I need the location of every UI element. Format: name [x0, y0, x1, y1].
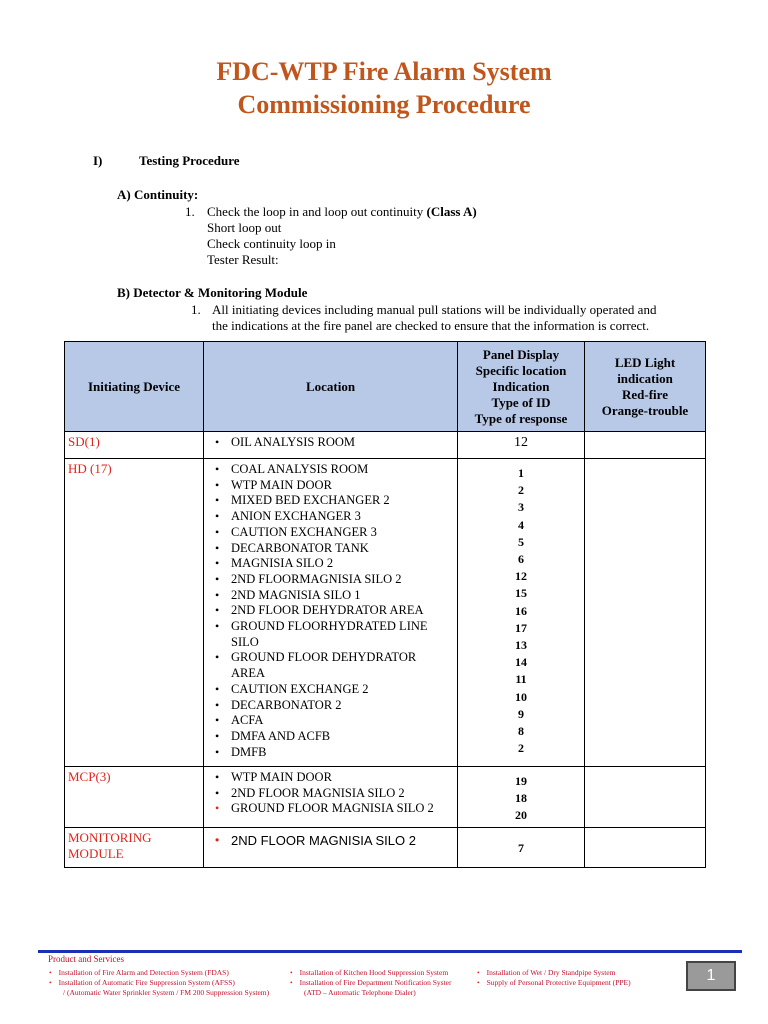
device-table: [64, 341, 706, 868]
panel-id: 12: [515, 569, 527, 584]
initiating-device-cell: MCP(3): [65, 767, 204, 828]
location-item: [213, 478, 452, 494]
continuity-line2: Short loop out: [207, 220, 282, 235]
panel-id: 11: [515, 672, 527, 687]
location-text: ACFA: [231, 713, 264, 728]
location-item: [213, 572, 452, 588]
location-text: 2ND MAGNISIA SILO 1: [231, 587, 361, 602]
bullet-icon: •: [215, 770, 220, 784]
location-list: [205, 829, 456, 851]
continuity-class-a: (Class A): [426, 204, 477, 219]
bullet-icon: •: [215, 801, 220, 816]
location-item: [213, 603, 452, 619]
bullet-icon: •: [215, 650, 220, 665]
document-title-line1: FDC-WTP Fire Alarm System: [216, 57, 552, 86]
location-text: COAL ANALYSIS ROOM: [231, 462, 369, 476]
location-text: DMFB: [231, 744, 267, 759]
location-item: [213, 745, 452, 761]
location-item: [213, 713, 452, 729]
location-text: GROUND FLOOR MAGNISIA SILO 2: [231, 801, 434, 816]
bullet-icon: •: [215, 493, 220, 508]
table-body: [65, 432, 706, 868]
location-text: CAUTION EXCHANGER 3: [231, 524, 377, 539]
panel-id: 13: [515, 638, 527, 653]
led-indication-cell: [585, 432, 706, 459]
footer-item: • Supply of Personal Protective Equipment (PPE): [477, 978, 631, 987]
header-panel-line: Specific location: [475, 362, 567, 378]
bullet-icon: •: [215, 713, 220, 728]
panel-id: 14: [515, 655, 527, 670]
location-item: [213, 525, 452, 541]
bullet-icon: •: [215, 571, 220, 586]
location-item: [213, 650, 452, 681]
footer-item-text: Installation of Wet / Dry Standpipe System: [486, 968, 616, 977]
bullet-icon: •: [215, 477, 220, 492]
panel-id: 6: [518, 552, 524, 567]
location-list: [205, 460, 456, 762]
bullet-icon: •: [215, 524, 220, 539]
header-led-line: Red-fire: [622, 386, 668, 402]
bullet-icon: •: [215, 556, 220, 571]
panel-id: 4: [518, 517, 524, 532]
footer-column-2: [290, 968, 451, 998]
panel-id: 1: [518, 466, 524, 480]
footer-column-3: [477, 968, 631, 988]
location-text: ANION EXCHANGER 3: [231, 509, 361, 524]
continuity-item-number: 1.: [185, 204, 195, 219]
header-led-line: Orange-trouble: [601, 402, 689, 418]
bullet-icon: •: [215, 587, 220, 602]
location-item: [213, 493, 452, 509]
bullet-icon: •: [215, 744, 220, 759]
bullet-icon: •: [215, 462, 220, 476]
location-text: GROUND FLOORHYDRATED LINE SILO: [231, 619, 428, 649]
location-text: MAGNISIA SILO 2: [231, 556, 334, 571]
section-number: I): [93, 153, 103, 168]
location-text: OIL ANALYSIS ROOM: [231, 435, 355, 449]
location-cell: [204, 459, 458, 767]
location-item: [213, 556, 452, 572]
location-cell: [204, 767, 458, 828]
panel-id: 2: [518, 741, 524, 756]
location-text: DECARBONATOR TANK: [231, 540, 369, 555]
header-location: Location: [204, 342, 458, 432]
led-indication-cell: [585, 459, 706, 767]
location-item: [213, 698, 452, 714]
header-initiating-device: Initiating Device: [65, 342, 204, 432]
header-led-indication: [585, 342, 706, 432]
header-panel-line: Indication: [492, 378, 550, 394]
location-item: [213, 462, 452, 478]
footer-column-1: [49, 968, 269, 998]
bullet-icon: •: [215, 785, 220, 800]
panel-id: 10: [515, 689, 527, 704]
location-item: [213, 619, 452, 650]
detector-item-number: 1.: [191, 302, 201, 317]
panel-id: 7: [518, 841, 524, 855]
panel-id: 19: [515, 774, 527, 788]
panel-id: 20: [515, 808, 527, 823]
header-led-line: LED Light: [614, 354, 676, 370]
location-item: [213, 786, 452, 802]
footer-item-text: Installation of Automatic Fire Suppression System (AFSS): [58, 978, 235, 987]
footer-item: • Installation of Fire Department Notification Syster: [290, 978, 452, 987]
panel-id-cell: [458, 459, 585, 767]
table-row: [65, 828, 706, 868]
panel-id: 18: [515, 791, 527, 806]
document-title-line2: Commissioning Procedure: [237, 90, 531, 119]
continuity-line3: Check continuity loop in: [207, 236, 336, 251]
location-item: [213, 833, 452, 849]
location-item: [213, 509, 452, 525]
led-indication-cell: [585, 828, 706, 868]
panel-id: 12: [514, 435, 528, 450]
location-text: DMFA AND ACFB: [231, 728, 331, 743]
footer-item: • Installation of Automatic Fire Suppression System (AFSS): [49, 978, 235, 987]
location-cell: [204, 828, 458, 868]
panel-id-cell: [458, 828, 585, 868]
footer-item-text: Supply of Personal Protective Equipment (PPE): [486, 978, 631, 987]
footer-item-text: Installation of Fire Alarm and Detection System (FDAS): [58, 968, 229, 977]
footer-item: [290, 988, 451, 998]
location-item: [213, 682, 452, 698]
detector-heading: B) Detector & Monitoring Module: [117, 285, 308, 300]
bullet-icon: •: [215, 619, 220, 634]
initiating-device-cell: MONITORING MODULE: [65, 828, 204, 868]
initiating-device-cell: SD(1): [65, 432, 204, 459]
footer-item-text: / (Automatic Water Sprinkler System / FM 200 Suppression System): [63, 988, 270, 997]
table-header-row: [65, 342, 706, 432]
bullet-icon: •: [215, 435, 220, 449]
location-text: GROUND FLOOR DEHYDRATOR AREA: [231, 650, 417, 681]
location-list: [205, 768, 456, 819]
location-item: [213, 729, 452, 745]
location-item: [213, 588, 452, 604]
location-text: 2ND FLOOR MAGNISIA SILO 2: [231, 833, 416, 848]
panel-id: 15: [515, 586, 527, 601]
continuity-heading: A) Continuity:: [117, 187, 199, 202]
header-panel-display: [458, 342, 585, 432]
panel-id: 17: [515, 620, 527, 635]
panel-id: 2: [518, 483, 524, 498]
bullet-icon: •: [215, 509, 220, 524]
location-text: CAUTION EXCHANGE 2: [231, 681, 369, 696]
detector-line2: the indications at the fire panel are checked to ensure that the information is correct.: [212, 318, 650, 333]
continuity-line1-text: Check the loop in and loop out continuity: [207, 204, 427, 219]
location-list: [205, 433, 456, 453]
location-text: WTP MAIN DOOR: [231, 770, 332, 784]
location-cell: [204, 432, 458, 459]
header-led-line: indication: [617, 370, 673, 386]
detector-line1: All initiating devices including manual pull stations will be individually operated and: [212, 302, 657, 317]
location-text: DECARBONATOR 2: [231, 697, 342, 712]
footer-item: • Installation of Fire Alarm and Detection System (FDAS): [49, 968, 229, 977]
panel-id: 16: [515, 603, 527, 618]
led-indication-cell: [585, 767, 706, 828]
panel-id-cell: [458, 767, 585, 828]
panel-id: 3: [518, 500, 524, 515]
location-item: [213, 770, 452, 786]
page-number: 1: [686, 961, 736, 991]
footer-item-text: Installation of Fire Department Notification Syster: [299, 978, 452, 987]
continuity-line1: [207, 204, 477, 220]
footer-title: Product and Services: [48, 954, 124, 964]
bullet-icon: •: [215, 681, 220, 696]
location-text: 2ND FLOOR MAGNISIA SILO 2: [231, 785, 405, 800]
footer-item: [49, 988, 269, 998]
header-panel-line: Type of response: [474, 410, 568, 426]
location-item: [213, 801, 452, 817]
continuity-line4: Tester Result:: [207, 252, 279, 267]
table-row: [65, 432, 706, 459]
footer-item: • Installation of Wet / Dry Standpipe System: [477, 968, 616, 977]
location-item: [213, 541, 452, 557]
panel-id: 8: [518, 724, 524, 739]
panel-id: 5: [518, 534, 524, 549]
header-panel-line: Type of ID: [491, 394, 551, 410]
initiating-device-cell: HD (17): [65, 459, 204, 767]
bullet-icon: •: [215, 833, 220, 847]
footer-item-text: (ATD – Automatic Telephone Dialer): [304, 988, 416, 997]
location-text: 2ND FLOORMAGNISIA SILO 2: [231, 571, 402, 586]
bullet-icon: •: [215, 728, 220, 743]
location-text: 2ND FLOOR DEHYDRATOR AREA: [231, 603, 424, 618]
bullet-icon: •: [215, 697, 220, 712]
location-text: WTP MAIN DOOR: [231, 477, 332, 492]
table-row: [65, 459, 706, 767]
section-heading: Testing Procedure: [139, 153, 240, 168]
footer-divider: [38, 950, 742, 953]
bullet-icon: •: [215, 540, 220, 555]
location-item: [213, 435, 452, 451]
table-row: [65, 767, 706, 828]
panel-id: 9: [518, 706, 524, 721]
bullet-icon: •: [215, 603, 220, 618]
location-text: MIXED BED EXCHANGER 2: [231, 493, 390, 508]
footer-item: • Installation of Kitchen Hood Suppression System: [290, 968, 449, 977]
footer-item-text: Installation of Kitchen Hood Suppression System: [299, 968, 449, 977]
panel-id-cell: [458, 432, 585, 459]
header-panel-line: Panel Display: [482, 346, 560, 362]
